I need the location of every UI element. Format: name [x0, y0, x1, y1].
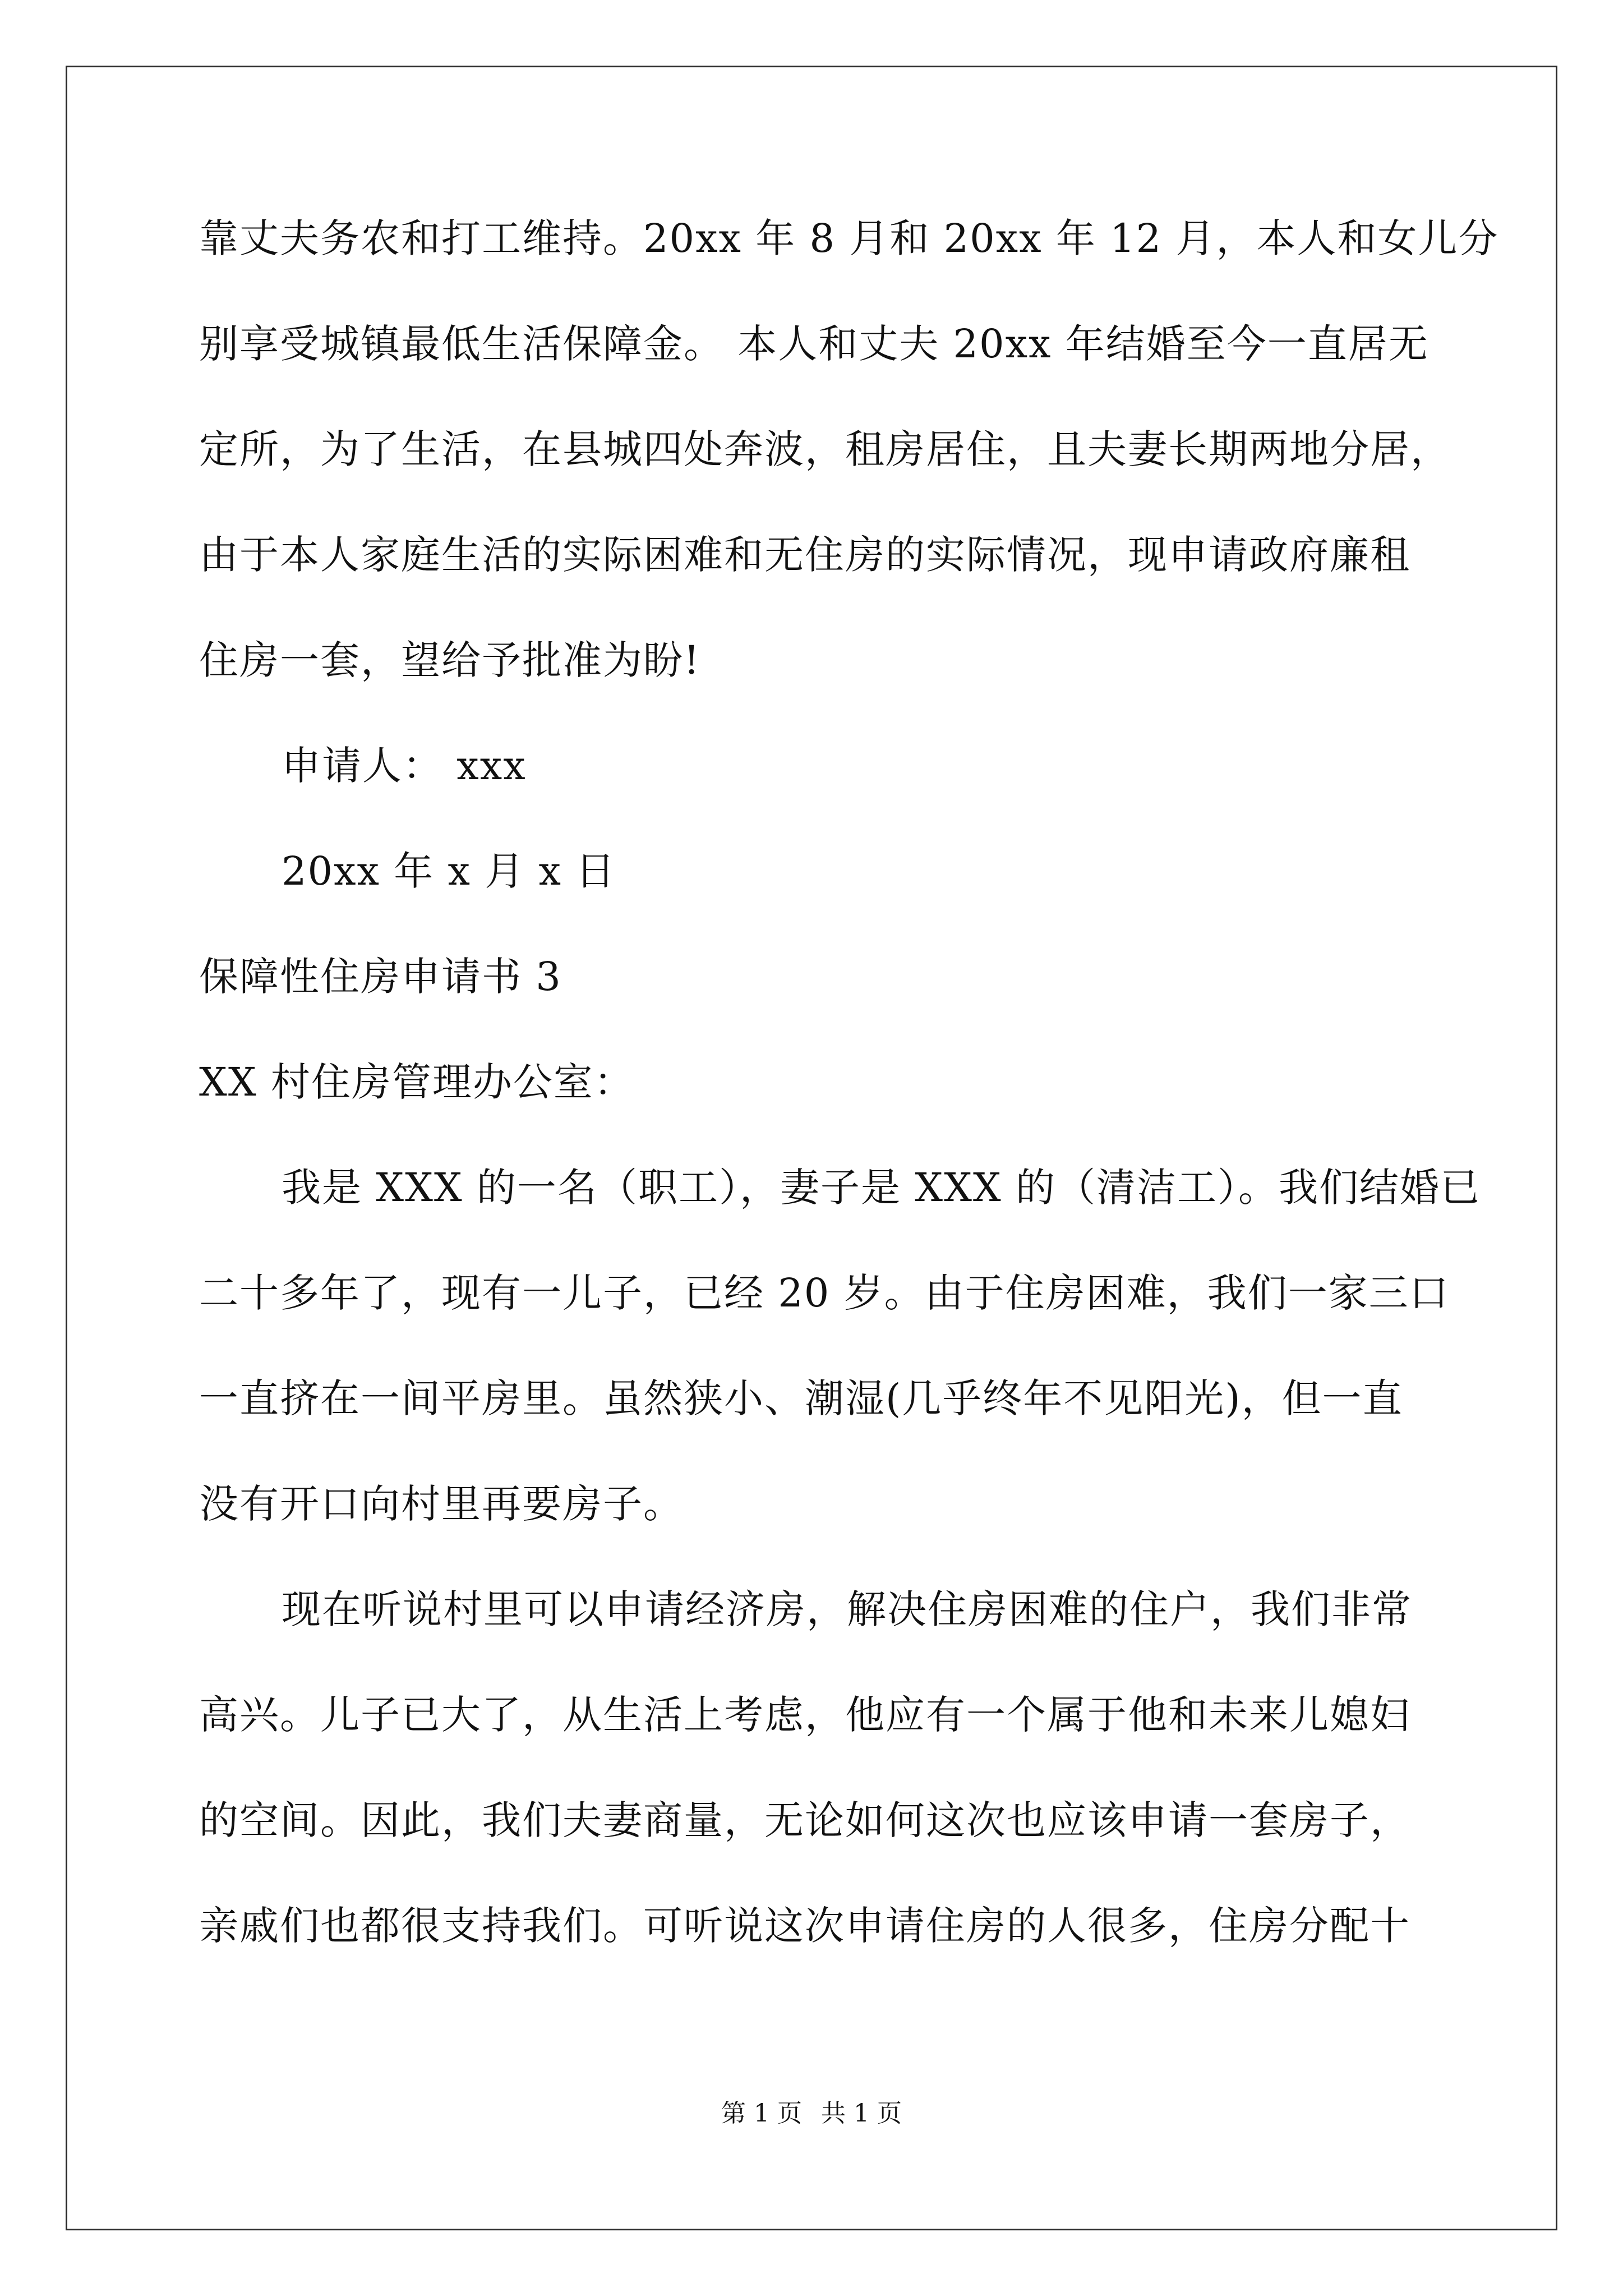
- paragraph-line: 现在听说村里可以申请经济房，解决住房困难的住户，我们非常: [282, 1586, 1412, 1632]
- signature-date: 20xx 年 x 月 x 日: [282, 848, 616, 894]
- paragraph-line: 一直挤在一间平房里。虽然狭小、潮湿(几乎终年不见阳光)，但一直: [199, 1375, 1403, 1421]
- section-title: 保障性住房申请书 3: [199, 954, 562, 1000]
- applicant-signature: 申请人： xxx: [282, 743, 527, 789]
- paragraph-line: 亲戚们也都很支持我们。可听说这次申请住房的人很多，住房分配十: [199, 1903, 1410, 1949]
- paragraph-line: 的空间。因此，我们夫妻商量，无论如何这次也应该申请一套房子，: [199, 1797, 1410, 1843]
- paragraph-line: 别享受城镇最低生活保障金。 本人和丈夫 20xx 年结婚至今一直居无: [199, 321, 1429, 367]
- paragraph-line: 高兴。儿子已大了，从生活上考虑，他应有一个属于他和未来儿媳妇: [199, 1692, 1410, 1738]
- paragraph-line: 靠丈夫务农和打工维持。20xx 年 8 月和 20xx 年 12 月，本人和女儿分: [199, 215, 1499, 261]
- paragraph-line: 住房一套，望给予批准为盼!: [199, 637, 701, 683]
- page-number: 第 1 页: [721, 2099, 802, 2128]
- page-footer: [0, 2097, 1623, 2131]
- addressee: XX 村住房管理办公室：: [199, 1059, 634, 1105]
- paragraph-line: 定所，为了生活，在县城四处奔波，租房居住，且夫妻长期两地分居，: [199, 426, 1451, 472]
- page-total: 共 1 页: [821, 2099, 902, 2128]
- paragraph-line: 由于本人家庭生活的实际困难和无住房的实际情况，现申请政府廉租: [199, 532, 1410, 578]
- paragraph-line: 我是 XXX 的一名（职工），妻子是 XXX 的（清洁工）。我们结婚已: [282, 1165, 1481, 1211]
- paragraph-line: 没有开口向村里再要房子。: [199, 1481, 684, 1527]
- paragraph-line: 二十多年了，现有一儿子，已经 20 岁。由于住房困难，我们一家三口: [199, 1270, 1450, 1316]
